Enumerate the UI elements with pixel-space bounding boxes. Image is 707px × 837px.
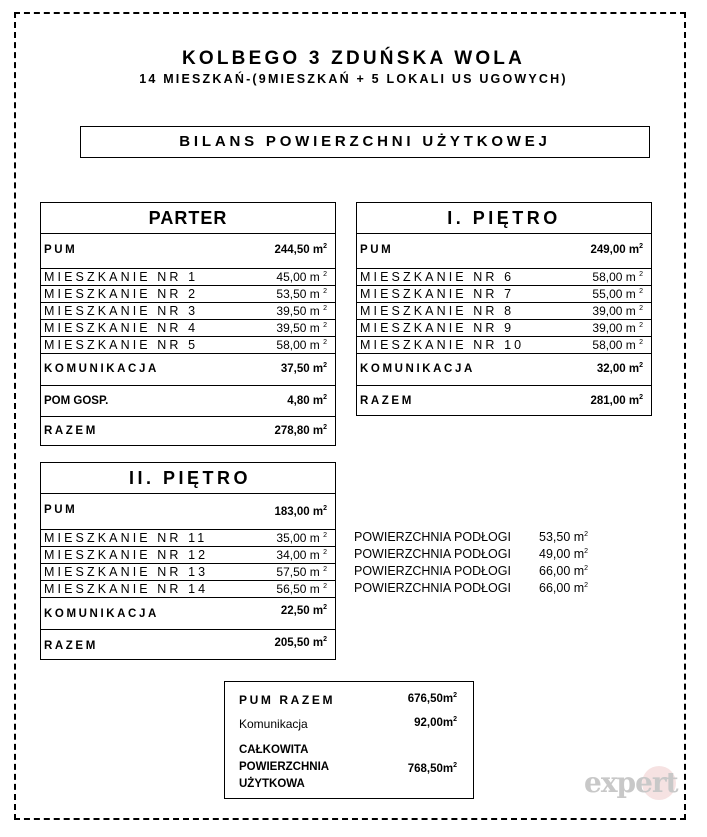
komunikacja-value: 32,00 $m^2$ (596, 362, 643, 375)
pum-value: 244,50 $m^2$ (274, 243, 327, 256)
pum-label: PUM (44, 504, 78, 516)
summary-box (224, 681, 474, 799)
panel-title: I. PIĘTRO (447, 208, 561, 228)
pum-label: PUM (44, 244, 78, 256)
table-row (357, 336, 651, 353)
floor-area-label: POWIERZCHNIA PODŁOGI (354, 581, 511, 595)
floor-area-value: 49,00 $m^2$ (539, 547, 589, 561)
panel-pietro-1 (356, 202, 652, 416)
panel-title: II. PIĘTRO (129, 468, 252, 488)
razem-row (41, 629, 335, 660)
floor-area-row (354, 581, 589, 595)
apartment-value: 56,50 m $^2$ (276, 582, 327, 596)
komunikacja-value: 22,50 $m^2$ (280, 604, 327, 617)
apartment-value: 45,00 m $^2$ (276, 270, 327, 284)
panel-title: PARTER (148, 208, 228, 228)
apartment-value: 58,00 m $^2$ (276, 338, 327, 352)
watermark-logo: expert (584, 766, 678, 799)
apartment-label: MIESZKANIE NR 6 (360, 270, 515, 284)
pum-value: 183,00 $m^2$ (274, 505, 327, 518)
apartment-label: MIESZKANIE NR 4 (44, 321, 199, 335)
table-row (41, 319, 335, 336)
summary-total-label-line-3: UŻYTKOWA (239, 778, 305, 790)
apartment-value: 39,00 m $^2$ (592, 304, 643, 318)
summary-komunikacja-value: $92,00m^2$ (414, 716, 457, 729)
table-row (357, 319, 651, 336)
pum-row (41, 493, 335, 529)
summary-total-value: $768,50m^2$ (407, 762, 457, 775)
pom-gosp-label: POM GOSP. (44, 395, 109, 407)
apartment-label: MIESZKANIE NR 13 (44, 565, 209, 579)
summary-total-label-line-2: POWIERZCHNIA (239, 761, 330, 773)
apartment-label: MIESZKANIE NR 14 (44, 582, 209, 596)
table-row (41, 336, 335, 353)
apartment-value: 58,00 m $^2$ (592, 270, 643, 284)
apartment-value: 55,00 m $^2$ (592, 287, 643, 301)
table-row (357, 302, 651, 319)
floor-area-value: 53,50 $m^2$ (539, 530, 589, 544)
summary-pum-label: PUM RAZEM (239, 693, 336, 707)
razem-row (41, 416, 335, 446)
table-row (41, 580, 335, 597)
floor-area-row (354, 530, 589, 544)
razem-value: 205,50 $m^2$ (274, 636, 327, 649)
apartment-value: 39,50 m $^2$ (276, 321, 327, 335)
floor-area-value: 66,00 $m^2$ (539, 581, 589, 595)
komunikacja-row (357, 353, 651, 385)
pum-value: 249,00 $m^2$ (590, 243, 643, 256)
table-row (41, 563, 335, 580)
floor-area-row (354, 547, 589, 561)
table-row (41, 302, 335, 319)
apartment-value: 34,00 m $^2$ (276, 548, 327, 562)
apartment-label: MIESZKANIE NR 5 (44, 338, 199, 352)
floor-area-label: POWIERZCHNIA PODŁOGI (354, 530, 511, 544)
table-row (357, 285, 651, 302)
razem-value: 278,80 $m^2$ (274, 424, 327, 437)
pum-label: PUM (360, 244, 394, 256)
apartment-label: MIESZKANIE NR 11 (44, 531, 208, 545)
komunikacja-label: KOMUNIKACJA (360, 363, 475, 375)
apartment-label: MIESZKANIE NR 2 (44, 287, 199, 301)
table-row (41, 529, 335, 546)
floor-area-label: POWIERZCHNIA PODŁOGI (354, 564, 511, 578)
document-subtitle: 14 MIESZKAŃ-(9MIESZKAŃ + 5 LOKALI US UGOWYCH) (139, 72, 568, 86)
apartment-label: MIESZKANIE NR 10 (360, 338, 525, 352)
apartment-value: 35,00 m $^2$ (276, 531, 327, 545)
razem-value: 281,00 $m^2$ (590, 394, 643, 407)
panel-pietro-2 (40, 462, 336, 660)
floor-area-label: POWIERZCHNIA PODŁOGI (354, 547, 511, 561)
panel-parter (40, 202, 336, 446)
razem-label: RAZEM (44, 425, 98, 437)
komunikacja-row (41, 353, 335, 385)
komunikacja-label: KOMUNIKACJA (44, 608, 159, 620)
section-title: BILANS POWIERZCHNI UŻYTKOWEJ (80, 126, 650, 158)
apartment-value: 39,00 m $^2$ (592, 321, 643, 335)
apartment-label: MIESZKANIE NR 1 (44, 270, 199, 284)
summary-total-label-line-1: CAŁKOWITA (239, 744, 309, 756)
apartment-value: 57,50 m $^2$ (276, 565, 327, 579)
razem-label: RAZEM (44, 640, 98, 652)
pom-gosp-value: 4,80 $m^2$ (287, 394, 327, 407)
komunikacja-value: 37,50 $m^2$ (280, 362, 327, 375)
apartment-value: 53,50 m $^2$ (276, 287, 327, 301)
summary-pum-value: $676,50m^2$ (407, 692, 457, 705)
summary-komunikacja-label: Komunikacja (239, 717, 308, 731)
pum-row (41, 233, 335, 268)
pum-row (357, 233, 651, 268)
komunikacja-row (41, 597, 335, 629)
apartment-value: 58,00 m $^2$ (592, 338, 643, 352)
apartment-label: MIESZKANIE NR 9 (360, 321, 515, 335)
table-row (41, 285, 335, 302)
apartment-label: MIESZKANIE NR 12 (44, 548, 209, 562)
table-row (41, 546, 335, 563)
apartment-label: MIESZKANIE NR 8 (360, 304, 515, 318)
razem-label: RAZEM (360, 395, 414, 407)
komunikacja-label: KOMUNIKACJA (44, 363, 159, 375)
pom-gosp-row (41, 385, 335, 416)
apartment-value: 39,50 m $^2$ (276, 304, 327, 318)
table-row (41, 268, 335, 285)
apartment-label: MIESZKANIE NR 3 (44, 304, 199, 318)
floor-area-value: 66,00 $m^2$ (539, 564, 589, 578)
apartment-label: MIESZKANIE NR 7 (360, 287, 515, 301)
document-title: KOLBEGO 3 ZDUŃSKA WOLA (181, 48, 526, 69)
razem-row (357, 385, 651, 416)
floor-area-row (354, 564, 589, 578)
table-row (357, 268, 651, 285)
